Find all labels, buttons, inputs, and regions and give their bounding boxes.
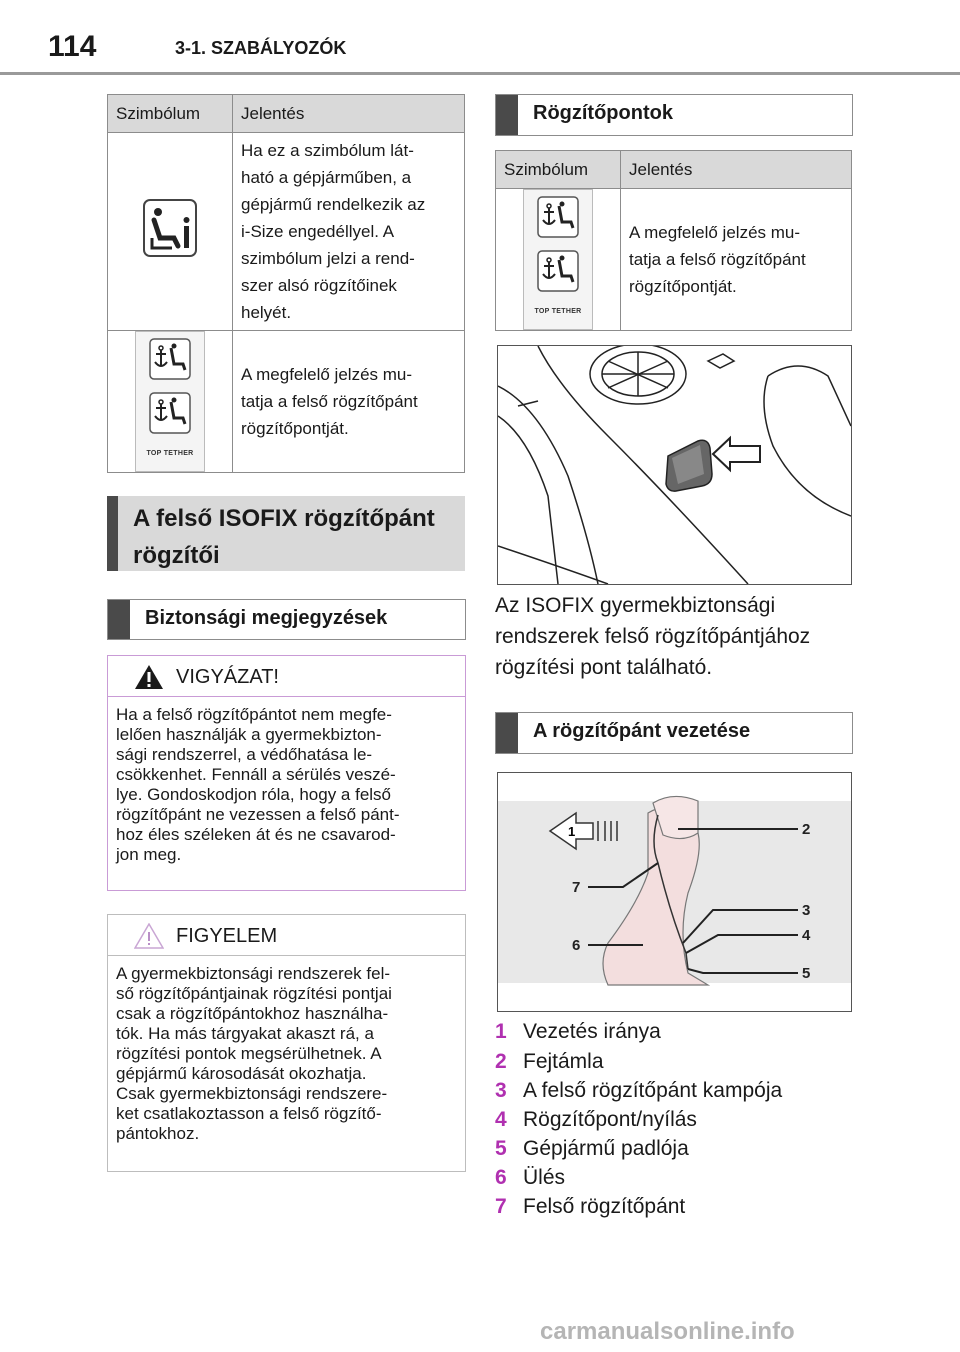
heading-bar — [496, 713, 518, 753]
anchor-seat-icon — [535, 194, 581, 240]
anchor-location-figure — [497, 345, 852, 585]
caution-header — [108, 656, 465, 697]
notice-body — [108, 956, 465, 1152]
callout-1: 1 — [568, 824, 576, 839]
legend-item — [495, 1166, 565, 1190]
callout-6: 6 — [572, 937, 581, 954]
notice-header — [108, 915, 465, 956]
anchor-seat-icon — [147, 336, 193, 382]
strap-routing-heading — [495, 712, 853, 754]
anchor-points-heading-text: Rögzítőpontok — [533, 102, 673, 124]
col-header-symbol: Szimbólum — [496, 151, 621, 189]
strap-routing-heading-text: A rögzítőpánt vezetése — [533, 720, 751, 742]
header-rule — [0, 72, 960, 75]
notice-line: rögzítési pontok megsérülhetnek. A — [116, 1044, 382, 1063]
legend-text: Fejtámla — [523, 1050, 604, 1073]
legend-number: 6 — [495, 1166, 507, 1189]
notice-box — [107, 914, 466, 1172]
legend-number: 4 — [495, 1108, 507, 1131]
legend-text: A felső rögzítőpánt kampója — [523, 1079, 783, 1102]
anchor-location-drawing — [498, 346, 851, 584]
legend-text: Vezetés iránya — [523, 1020, 661, 1043]
notice-title: FIGYELEM — [176, 925, 278, 947]
meaning-line: A megfelelő jelzés mu- — [241, 365, 413, 384]
meaning-line: tatja a felső rögzítőpánt — [629, 250, 806, 269]
safety-notes-heading — [107, 599, 466, 640]
top-tether-label: TOP TETHER — [534, 308, 582, 315]
meaning-line: gépjármű rendelkezik az — [241, 195, 426, 214]
notice-line: gépjármű károsodását okozhatja. — [116, 1064, 367, 1083]
caution-line: jon meg. — [116, 845, 182, 864]
meaning-line: szer alsó rögzítőinek — [241, 276, 397, 295]
anchor-points-heading — [495, 94, 853, 136]
legend-number: 7 — [495, 1195, 507, 1218]
notice-line: csak a rögzítőpántokhoz használha- — [116, 1004, 389, 1023]
col-header-symbol: Szimbólum — [108, 95, 233, 133]
legend-item — [495, 1108, 697, 1132]
meaning-line: rögzítőpontját. — [629, 277, 737, 296]
isize-symbol-cell — [108, 133, 233, 331]
strap-routing-figure — [497, 772, 852, 1012]
notice-line: A gyermekbiztonsági rendszerek fel- — [116, 964, 391, 983]
symbol-table-left — [107, 94, 465, 473]
isize-meaning-cell — [233, 133, 465, 331]
isofix-heading-text — [133, 500, 435, 574]
tether-icon-frame — [523, 189, 592, 330]
tether-meaning-cell — [621, 189, 852, 331]
caution-body — [108, 697, 465, 873]
isize-seat-icon — [142, 198, 198, 258]
notice-line: tók. Ha más tárgyakat akaszt rá, a — [116, 1024, 374, 1043]
callout-7: 7 — [572, 879, 581, 896]
isofix-section-heading — [107, 496, 465, 571]
caution-line: sági rendszerrel, a védőhatása le- — [116, 745, 373, 764]
tether-symbol-cell — [108, 331, 233, 473]
tether-meaning-cell — [233, 331, 465, 473]
page-number: 114 — [48, 30, 97, 63]
heading-bar — [107, 496, 118, 571]
meaning-line: helyét. — [241, 303, 292, 322]
caption-line: rögzítési pont található. — [495, 656, 713, 679]
caution-line: hoz éles széleken át és ne csavarod- — [116, 825, 396, 844]
legend-text: Ülés — [523, 1166, 566, 1189]
legend-number: 2 — [495, 1050, 507, 1073]
notice-line: Csak gyermekbiztonsági rendszere- — [116, 1084, 388, 1103]
notice-line: ket csatlakoztasson a felső rögzítő- — [116, 1104, 382, 1123]
caution-title: VIGYÁZAT! — [176, 666, 279, 688]
caution-line: csökkenhet. Fennáll a sérülés veszé- — [116, 765, 396, 784]
callout-2: 2 — [802, 821, 811, 838]
meaning-line: tatja a felső rögzítőpánt — [241, 392, 418, 411]
warning-triangle-icon — [134, 664, 164, 690]
caution-line: Ha a felső rögzítőpántot nem megfe- — [116, 705, 392, 724]
top-tether-label: TOP TETHER — [146, 450, 194, 457]
meaning-line: ható a gépjárműben, a — [241, 168, 412, 187]
tether-icon-frame — [135, 331, 204, 472]
notice-triangle-icon — [134, 923, 164, 949]
legend-item — [495, 1137, 689, 1161]
caution-line: rögzítőpánt ne vezessen a felső pánt- — [116, 805, 400, 824]
meaning-line: Ha ez a szimbólum lát- — [241, 141, 414, 160]
anchor-seat-icon — [147, 390, 193, 436]
anchor-caption — [495, 590, 810, 683]
tether-symbol-cell — [496, 189, 621, 331]
anchor-seat-icon — [535, 248, 581, 294]
symbol-table-right — [495, 150, 852, 331]
heading-line: rögzítői — [133, 542, 220, 569]
legend-number: 5 — [495, 1137, 507, 1160]
meaning-line: i-Size engedéllyel. A — [241, 222, 395, 241]
callout-4: 4 — [802, 927, 811, 944]
meaning-line: rögzítőpontját. — [241, 419, 349, 438]
meaning-line: A megfelelő jelzés mu- — [629, 223, 801, 242]
legend-item — [495, 1020, 661, 1044]
caption-line: rendszerek felső rögzítőpántjához — [495, 625, 811, 648]
legend-item — [495, 1195, 685, 1219]
caution-line: lye. Gondoskodjon róla, hogy a felső — [116, 785, 392, 804]
callout-5: 5 — [802, 965, 811, 982]
heading-line: A felső ISOFIX rögzítőpánt — [133, 505, 435, 532]
legend-number: 3 — [495, 1079, 507, 1102]
caption-line: Az ISOFIX gyermekbiztonsági — [495, 594, 776, 617]
heading-bar — [496, 95, 518, 135]
legend-text: Gépjármű padlója — [523, 1137, 689, 1160]
caution-box — [107, 655, 466, 891]
safety-notes-heading-text: Biztonsági megjegyzések — [145, 607, 388, 629]
notice-line: pántokhoz. — [116, 1124, 200, 1143]
col-header-meaning: Jelentés — [233, 95, 465, 133]
col-header-meaning: Jelentés — [621, 151, 852, 189]
watermark: carmanualsonline.info — [540, 1318, 795, 1345]
meaning-line: szimbólum jelzi a rend- — [241, 249, 415, 268]
section-title: 3-1. SZABÁLYOZÓK — [175, 38, 347, 58]
notice-line: ső rögzítőpántjainak rögzítési pontjai — [116, 984, 392, 1003]
callout-3: 3 — [802, 902, 811, 919]
legend-item — [495, 1050, 604, 1074]
legend-item — [495, 1079, 782, 1103]
heading-bar — [108, 600, 130, 639]
strap-routing-drawing — [498, 773, 851, 1011]
legend-number: 1 — [495, 1020, 507, 1043]
legend-text: Rögzítőpont/nyílás — [523, 1108, 697, 1131]
legend-text: Felső rögzítőpánt — [523, 1195, 686, 1218]
caution-line: lelően használják a gyermekbizton- — [116, 725, 382, 744]
